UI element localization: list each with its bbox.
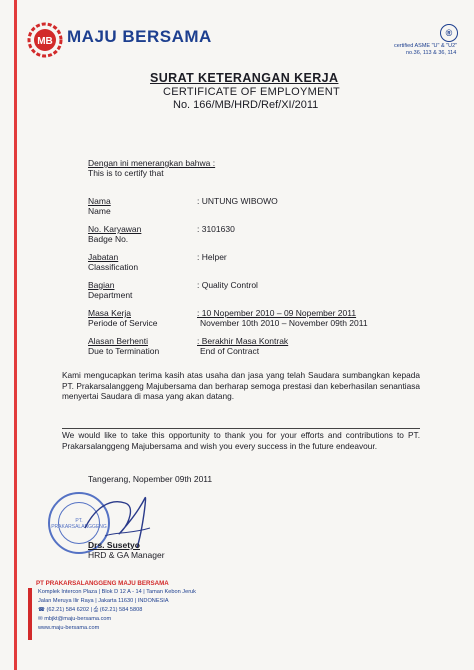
field-label-name: Nama [88,196,111,206]
intro-indonesian: Dengan ini menerangkan bahwa : [88,158,216,168]
signatory-name: Drs. Susetyo [88,540,140,550]
document-subtitle: CERTIFICATE OF EMPLOYMENT [163,86,340,98]
field-value-classification: : Helper [197,252,227,262]
footer-address-1: Komplek Intercon Plaza | Blok D 12 A - 14 | Taman Kebon Jeruk [38,589,196,595]
field-label-department-en: Department [88,290,133,300]
document-title: SURAT KETERANGAN KERJA [150,71,339,85]
field-label-service: Masa Kerja [88,308,131,318]
footer-address-2: Jalan Meruya Ilir Raya | Jakarta 11630 | INDONESIA [38,598,169,604]
brand-name: MAJU BERSAMA [67,27,212,46]
signatory-position: HRD & GA Manager [88,550,165,560]
field-value-department: : Quality Control [197,280,258,290]
field-label-service-en: Periode of Service [88,318,158,328]
field-label-termination: Alasan Berhenti [88,336,149,346]
svg-text:MB: MB [37,36,53,47]
footer-website[interactable]: www.maju-bersama.com [38,625,100,631]
field-label-department: Bagian [88,280,115,290]
intro-english: This is to certify that [88,168,164,178]
field-label-termination-en: Due to Termination [88,346,160,356]
field-value-service: : 10 Nopember 2010 – 09 Nopember 2011 [197,308,357,318]
field-label-badge: No. Karyawan [88,224,142,234]
stamp-text: PT. PRAKARSALANGGENG [51,518,107,530]
field-value-badge: : 3101630 [197,224,235,234]
field-label-classification: Jabatan [88,252,119,262]
footer-company-name: PT PRAKARSALANGGENG MAJU BERSAMA [36,580,169,587]
field-label-badge-en: Badge No. [88,234,129,244]
place-date: Tangerang, Nopember 09th 2011 [88,474,213,484]
footer-phone: ☎ (62.21) 584 6202 | ⎙ (62.21) 584 5808 [38,607,143,613]
field-value-termination-en: End of Contract [200,346,260,356]
left-red-rule [14,0,17,670]
company-logo [27,22,63,58]
certification-line-1: certified ASME "U" & "U2" [394,43,458,49]
thanks-indonesian: Kami mengucapkan terima kasih atas usaha dan jasa yang telah Saudara sumbangkan kepada PT. Prakarsalanggeng Majubersama dan berharap semoga prestasi dan keberhasilan senantiasa menyertai Saudara di masa yang akan datang. [62,370,420,401]
certification-line-2: no.36, 113 & 36, 114 [406,50,457,56]
divider [62,428,420,429]
field-value-name: : UNTUNG WIBOWO [197,196,278,206]
document-number: No. 166/MB/HRD/Ref/XI/2011 [173,99,319,111]
field-label-name-en: Name [88,206,111,216]
registered-icon: ® [440,24,458,42]
footer-email[interactable]: ✉ mbjkt@maju-bersama.com [38,616,112,622]
field-label-classification-en: Classification [88,262,139,272]
field-value-service-en: November 10th 2010 – November 09th 2011 [200,318,368,328]
field-value-termination: : Berakhir Masa Kontrak [197,336,289,346]
thanks-english: We would like to take this opportunity to thank you for your efforts and contributions to PT. Prakarsalanggeng Majubersama and wish you every success in the future endeavour. [62,430,420,451]
footer-accent-bar [28,588,32,640]
